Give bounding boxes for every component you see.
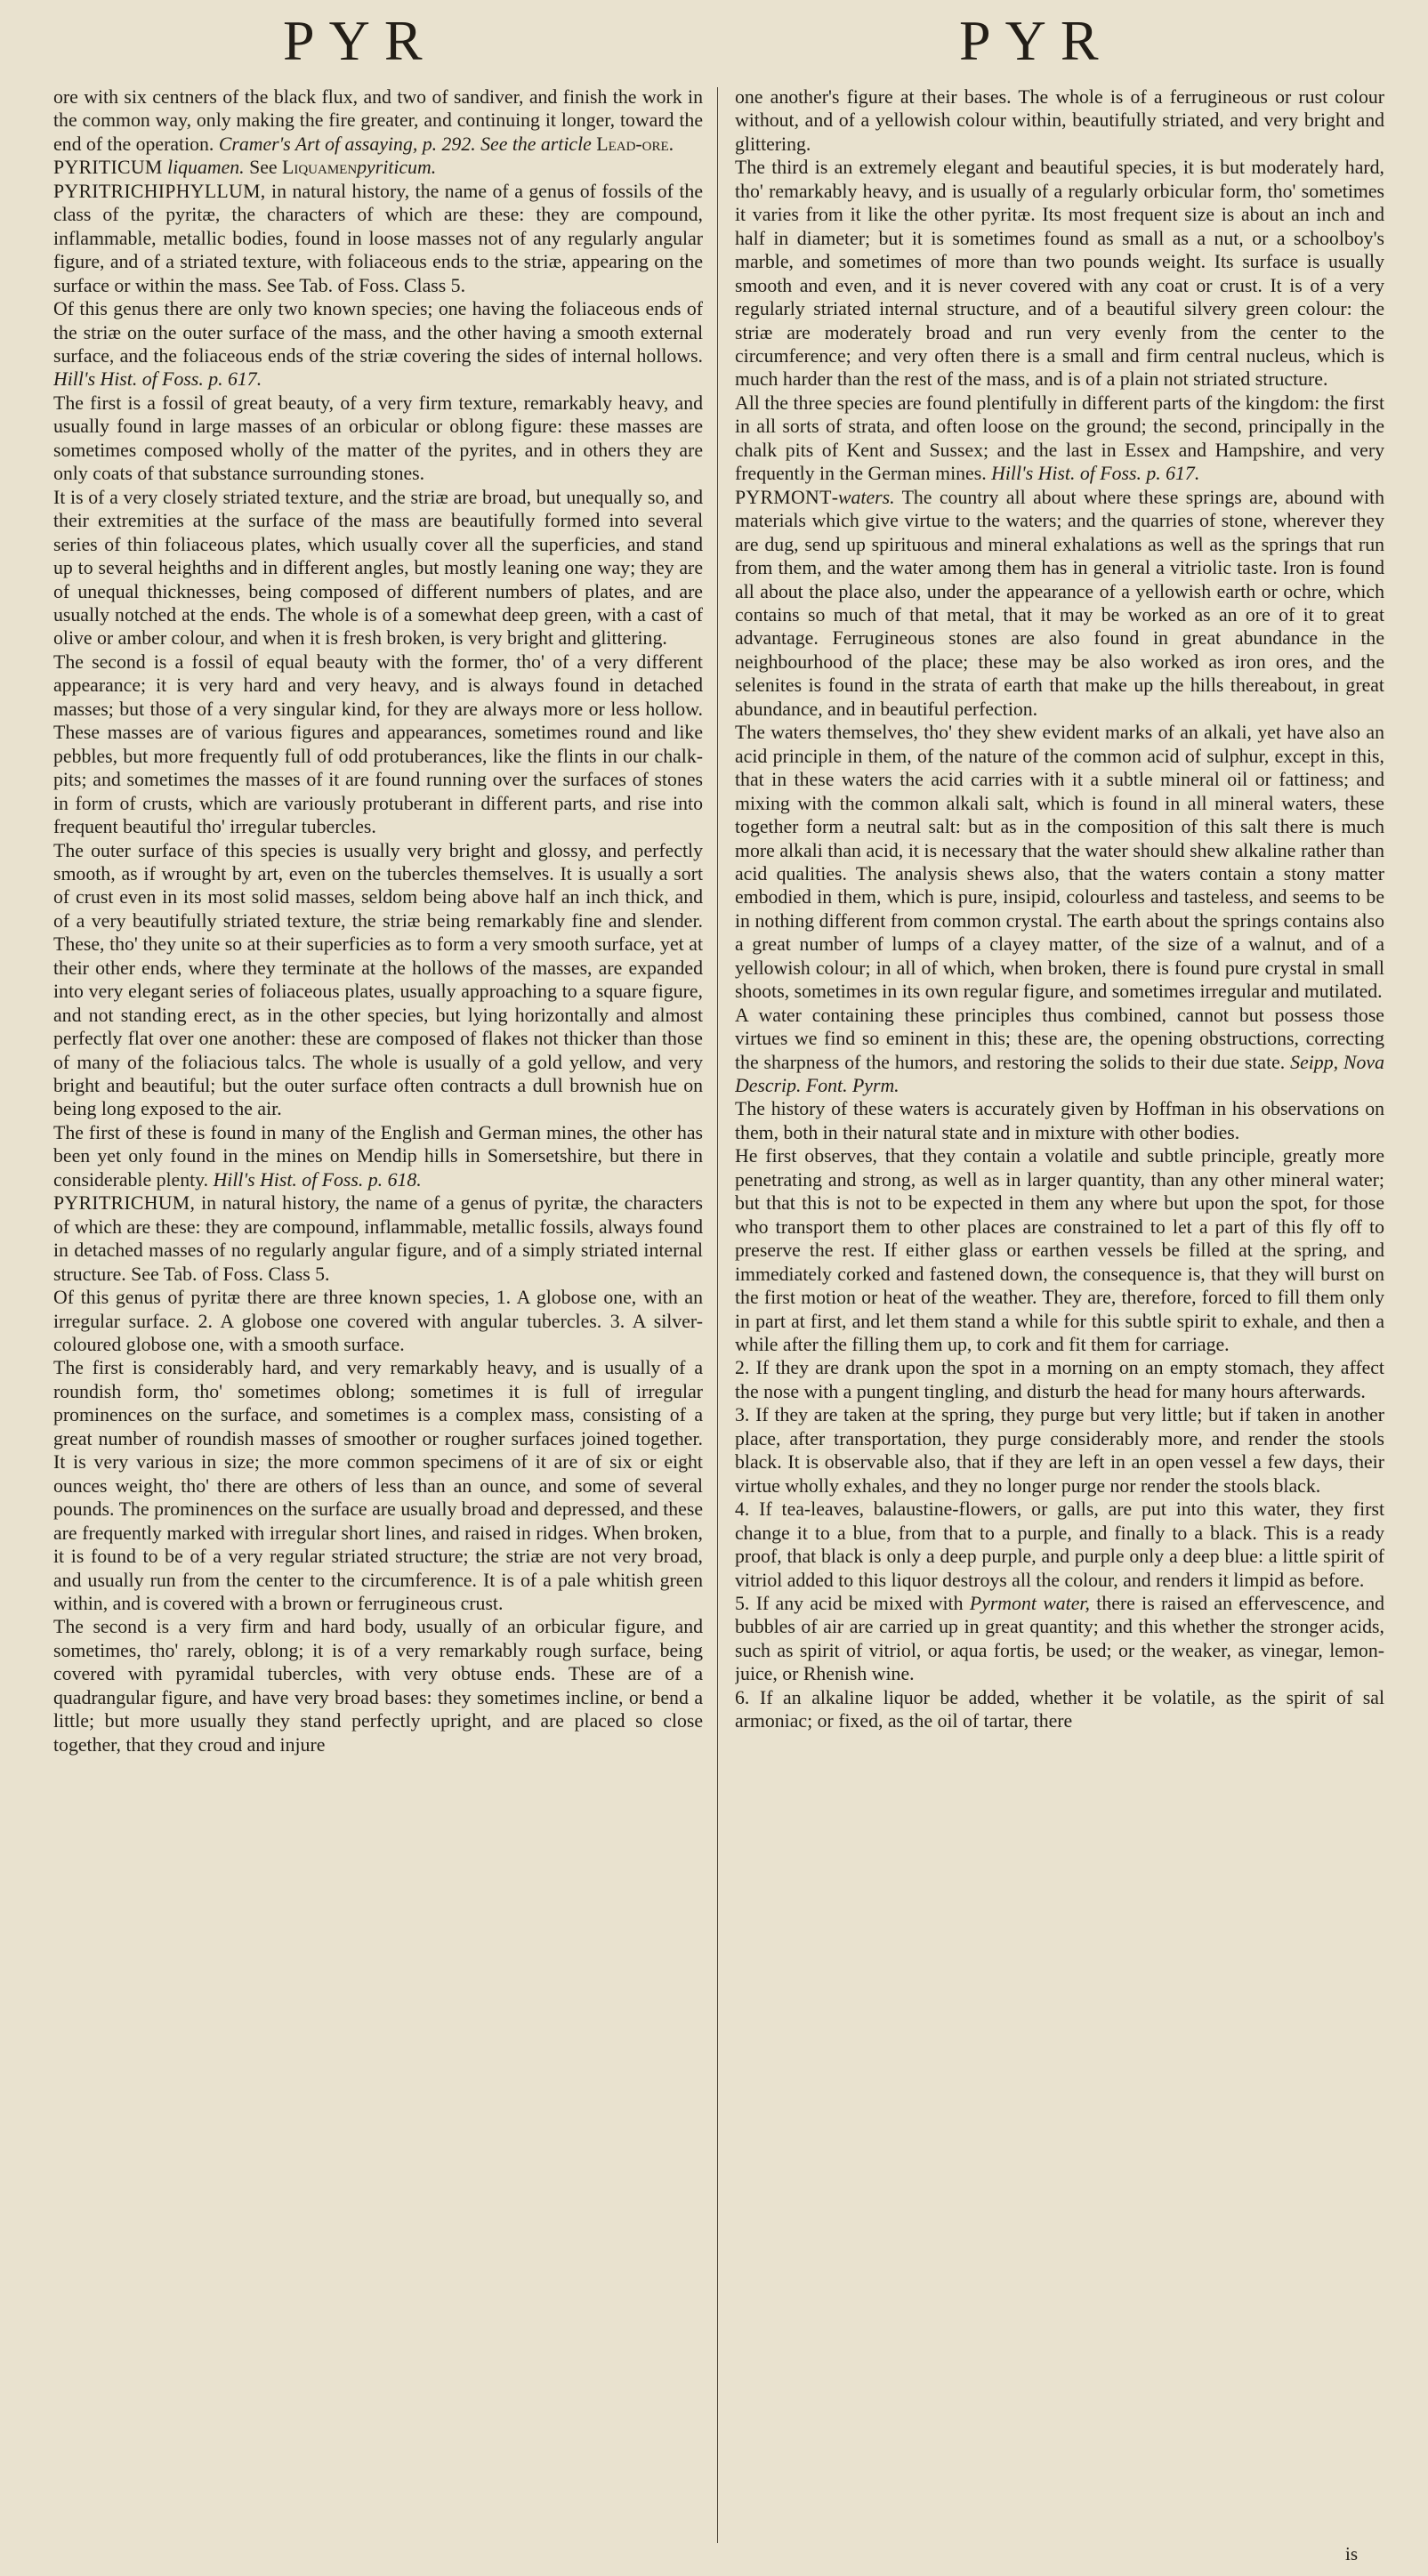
- entry-pyritrichum: [53, 1191, 703, 1286]
- paragraph: The first is considerably hard, and very remarkably heavy, and is usually of a roundish form, tho' sometimes oblong; sometimes it is full of irregular prominences on the surface, and sometimes is a complex mass, consisting of a great number of roundish masses of smoother or rougher surfaces joined together. It is very various in size; the more common specimens of it are of six or eight ounces weight, tho' there are others of less than an ounce, and some of several pounds. The prominences on the surface are usually broad and depressed, and these are frequently marked with irregular short lines, and raised in ridges. When broken, it is found to be of a very regular striated structure; the striæ are not very broad, and usually run from the center to the circumference. It is of a pale whitish green within, and is covered with a brown or ferrugineous crust.: [53, 1357, 703, 1614]
- headword: PYRITICUM: [53, 157, 163, 179]
- citation: Hill's Hist. of Foss. p. 617.: [991, 463, 1200, 485]
- entry-text: in natural history, the name of a genus of fossils of the class of the pyritæ, the characters of which are these: they are compound, inflammable, metallic bodies, found in loose masses not of any regularly angular figure, and of a striated texture, with foliaceous ends to the striæ, appearing on the surface or within the mass. See Tab. of Foss. Class 5.: [53, 180, 703, 296]
- text: Of this genus there are only two known species; one having the foliaceous ends of the striæ on the outer surface of the mass, and the other having a smooth external surface, and the foliaceous ends of the striæ covering the sides of internal hollows.: [53, 298, 703, 367]
- paragraph: [735, 1592, 1384, 1686]
- paragraph: 6. If an alkaline liquor be added, whether it be volatile, as the spirit of sal armoniac; or fixed, as the oil of tartar, there: [735, 1686, 1384, 1732]
- text: A water containing these principles thus combined, cannot but possess those virtues we find so eminent in this; these are, the opening obstructions, correcting the sharpness of the humors, and restoring the solids to their due state.: [735, 1004, 1384, 1073]
- paragraph: [53, 297, 703, 392]
- paragraph: The waters themselves, tho' they shew evident marks of an alkali, yet have also an acid principle in them, of the nature of the common acid of sulphur, except in this, that in these waters the acid carries with it a subtle mineral oil or fattiness; and mixing with the common alkali salt, which is found in all mineral waters, these together form a neutral salt: but as in the composition of this salt there is much more alkali than acid, it is necessary that the water should shew alkaline rather than acid qualities. The analysis shews also, that the waters contain a stony matter embodied in them, which is pure, insipid, colourless and tasteless, and seems to be in nothing different from common crystal. The earth about the springs contains also a great number of lumps of a clayey matter, of the size of a walnut, and of a yellowish colour; in all of which, when broken, there is found pure crystal in small shoots, sometimes in its own regular figure, and sometimes irregular and mutilated.: [735, 722, 1384, 1003]
- headword-qualifier: liquamen.: [167, 157, 245, 179]
- column-divider: [717, 87, 718, 2543]
- headword-qualifier: -waters.: [831, 486, 895, 508]
- paragraph: 2. If they are drank upon the spot in a morning on an empty stomach, they affect the nose with a pungent tingling, and disturb the head for many hours afterwards.: [735, 1357, 1384, 1402]
- entry-pyriticum: [53, 156, 703, 179]
- headword: PYRITRICHUM,: [53, 1192, 196, 1215]
- paragraph: [735, 1004, 1384, 1098]
- running-head-right: PYR: [959, 9, 1113, 72]
- text: there is raised an effervescence, and bubbles of air are carried up in great quantity; and this whether the stronger acids, such as spirit of vitriol, or aqua fortis, be used; or the weaker, as vinegar, lemon-juice, or Rhenish wine.: [735, 1593, 1384, 1685]
- paragraph: [53, 85, 703, 156]
- paragraph: The outer surface of this species is usually very bright and glossy, and perfectly smooth, as if wrought by art, even on the tubercles themselves. It is usually a sort of crust even in its most solid masses, seldom being above half an inch thick, and of a very beautifully striated texture, the striæ being remarkably fine and slender. These, tho' they unite so at their superficies as to form a very smooth surface, yet at their other ends, where they terminate at the hollows of the masses, are expanded into very elegant series of foliaceous plates, usually approaching to a square figure, and not standing erect, as in the other species, but lying horizontally and almost perfectly flat over one another: these are composed of flakes not thicker than those of many of the foliacious talcs. The whole is usually of a gold yellow, and very bright and beautiful; but the outer surface often contracts a dull brownish hue on being long exposed to the air.: [53, 839, 703, 1120]
- see-label: See: [249, 157, 278, 179]
- italic-term: Pyrmont water,: [969, 1593, 1090, 1614]
- paragraph: one another's figure at their bases. The whole is of a ferrugineous or rust colour without, and of a yellowish colour within, beautifully striated, and very bright and glittering.: [735, 86, 1384, 155]
- paragraph: It is of a very closely striated texture, and the striæ are broad, but unequally so, and their extremities at the surface of the mass are beautifully formed into several series of thin foliaceous plates, which usually cover all the superficies, and stand up to several heighths and in different angles, but mostly leaning one way; they are of unequal thicknesses, being composed of different numbers of plates, and are usually notched at the ends. The whole is of a somewhat deep green, with a cast of olive or amber colour, and when it is fresh broken, is very bright and glittering.: [53, 486, 703, 650]
- running-head-left: PYR: [283, 9, 437, 72]
- cross-reference-qualifier: pyriticum.: [357, 157, 437, 179]
- text: The first of these is found in many of the English and German mines, the other has been yet only found in the mines on Mendip hills in Somersetshire, but there in considerable plenty.: [53, 1121, 703, 1191]
- text: ore with six centners of the black flux, and two of sandiver, and finish the work in the common way, only making the fire greater, and continuing it longer, toward the end of the operation.: [53, 86, 703, 155]
- citation: Cramer's Art of assaying, p. 292. See the article: [218, 133, 592, 155]
- cross-reference: Lead-ore.: [596, 133, 674, 155]
- text: All the three species are found plentifully in different parts of the kingdom: the first in all sorts of strata, and often loose on the ground; the second, principally in the chalk pits of Kent and Sussex; and the last in Essex and Hampshire, and very frequently in the German mines.: [735, 392, 1384, 485]
- paragraph: The third is an extremely elegant and beautiful species, it is but moderately hard, tho' remarkably heavy, and is usually of a regularly orbicular form, tho' sometimes it varies from it like the other pyritæ. Its most frequent size is about an inch and half in diameter; but it is sometimes found as small as a nut, or a schoolboy's marble, and sometimes of more than two pounds weight. Its surface is usually smooth and even, and it is never covered with any coat or crust. It is of a very regularly striated internal structure, and of a beautiful silvery green colour: the striæ are moderately broad and run very evenly from the center to the circumference; and very often there is a small and firm central nucleus, which is much harder than the rest of the mass, and is of a plain not striated structure.: [735, 157, 1384, 391]
- paragraph: The second is a very firm and hard body, usually of an orbicular figure, and sometimes, tho' rarely, oblong; it is of a very remarkably rough surface, being covered with pyramidal tubercles, with very obtuse ends. These are of a quadrangular figure, and have very broad bases: they sometimes incline, or bend a little; but more usually they stand perfectly upright, and are placed so close together, that they croud and injure: [53, 1616, 703, 1756]
- paragraph: Of this genus of pyritæ there are three known species, 1. A globose one, with an irregular surface. 2. A globose one covered with angular tubercles. 3. A silver-coloured globose one, with a smooth surface.: [53, 1287, 703, 1356]
- citation: Seipp, Nova Descrip. Font. Pyrm.: [735, 1051, 1384, 1097]
- cross-reference: Liquamen: [282, 157, 358, 179]
- paragraph: [53, 1121, 703, 1191]
- entry-pyrmont-waters: [735, 486, 1384, 722]
- citation: Hill's Hist. of Foss. p. 617.: [53, 368, 262, 391]
- paragraph: The history of these waters is accurately given by Hoffman in his observations on them, both in their natural state and in mixture with other bodies.: [735, 1098, 1384, 1143]
- headword: PYRITRICHIPHYLLUM,: [53, 180, 266, 202]
- paragraph: 4. If tea-leaves, balaustine-flowers, or galls, are put into this water, they first change it to a blue, from that to a purple, and finally to a black. This is a ready proof, that black is only a deep purple, and purple only a deep blue: a little spirit of vitriol added to this liquor destroys all the colour, and renders it limpid as before.: [735, 1498, 1384, 1591]
- headword: PYRMONT: [735, 486, 832, 508]
- paragraph: [735, 392, 1384, 486]
- paragraph: The second is a fossil of equal beauty with the former, tho' of a very different appearance; it is very hard and very heavy, and is always found in detached masses; but those of a very singular kind, for they are always more or less hollow. These masses are of various figures and appearances, sometimes round and like pebbles, but more frequently full of odd protuberances, like the flints in our chalk-pits; and sometimes the masses of it are found running over the surfaces of stones in form of crusts, which are variously protuberant in different parts, and rise into frequent beautiful tho' irregular tubercles.: [53, 650, 703, 838]
- entry-text: The country all about where these springs are, abound with materials which give virtue to the waters; and the quarries of stone, wherever they are dug, send up spirituous and mineral exhalations as well as the springs that run from them, and the water among them has in general a vitriolic taste. Iron is found all about the place also, under the appearance of a yellowish earth or ochre, which contains so much of that metal, that it may be worked as an ore of it to great advantage. Ferrugineous stones are also found in great abundance in the neighbourhood of the place; these may be also worked as iron ores, and the selenites is found in the strata of earth that make up the hills thereabout, in great abundance, and in beautiful perfection.: [735, 486, 1384, 720]
- paragraph: 3. If they are taken at the spring, they purge but very little; but if taken in another place, after transportation, they purge considerably more, and render the stools black. It is observable also, that if they are left in an open vessel a few days, their virtue wholly exhales, and they no longer purge nor render the stools black.: [735, 1404, 1384, 1497]
- text: 5. If any acid be mixed with: [735, 1593, 964, 1614]
- left-column: [53, 85, 703, 2568]
- catchword: is: [1345, 2543, 1359, 2564]
- citation: Hill's Hist. of Foss. p. 618.: [213, 1168, 422, 1191]
- paragraph: He first observes, that they contain a volatile and subtle principle, greatly more penetrating and strong, as well as in larger quantity, than any other mineral water; but that this is not to be expected in them any where but upon the spot, for those who transport them to other places are constrained to let a part of this fly off to preserve the rest. If either glass or earthen vessels be filled at the spring, and immediately corked and fastened down, the consequence is, that they will burst on the first motion or heat of the weather. They are, therefore, forced to fill them only in part at first, and let them stand a while for this subtle spirit to exhale, and then a while after the filling them up, to cork and fit them for carriage.: [735, 1145, 1384, 1356]
- entry-text: in natural history, the name of a genus of pyritæ, the characters of which are these: they are compound, inflammable, metallic fossils, always found in detached masses of no regularly angular figure, and of a simply striated internal structure. See Tab. of Foss. Class 5.: [53, 1192, 703, 1285]
- paragraph: The first is a fossil of great beauty, of a very firm texture, remarkably heavy, and usually found in large masses of an orbicular or oblong figure: these masses are sometimes composed wholly of the matter of the pyrites, and in others they are only coats of that substance surrounding stones.: [53, 392, 703, 485]
- entry-pyritrichiphyllum: [53, 180, 703, 297]
- right-column: [735, 85, 1384, 2568]
